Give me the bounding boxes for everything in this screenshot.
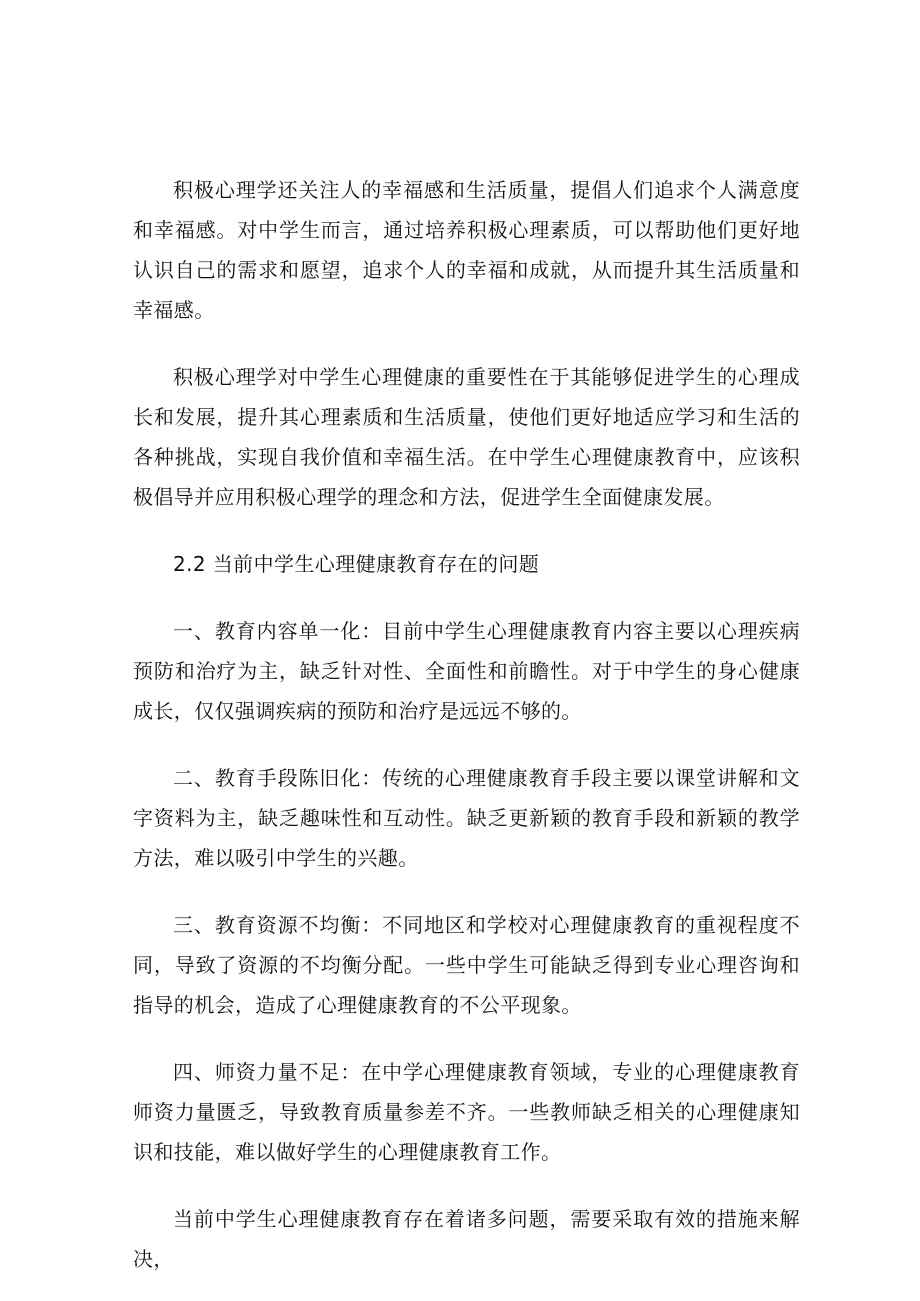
paragraph-issue-3: 三、教育资源不均衡：不同地区和学校对心理健康教育的重视程度不同，导致了资源的不均衡分配。一些中学生可能缺乏得到专业心理咨询和指导的机会，造成了心理健康教育的不公平现象。: [133, 913, 800, 1017]
paragraph-issue-2: 二、教育手段陈旧化：传统的心理健康教育手段主要以课堂讲解和文字资料为主，缺乏趣味性和互动性。缺乏更新颖的教育手段和新颖的教学方法，难以吸引中学生的兴趣。: [133, 766, 800, 870]
paragraph-importance: 积极心理学对中学生心理健康的重要性在于其能够促进学生的心理成长和发展，提升其心理素质和生活质量，使他们更好地适应学习和生活的各种挑战，实现自我价值和幸福生活。在中学生心理健康教育中，应该积极倡导并应用积极心理学的理念和方法，促进学生全面健康发展。: [133, 365, 800, 509]
paragraph-wellbeing: 积极心理学还关注人的幸福感和生活质量，提倡人们追求个人满意度和幸福感。对中学生而言，通过培养积极心理素质，可以帮助他们更好地认识自己的需求和愿望，追求个人的幸福和成就，从而提升其生活质量和幸福感。: [133, 178, 800, 322]
section-heading: 2.2 当前中学生心理健康教育存在的问题: [173, 552, 540, 576]
paragraph-summary: 当前中学生心理健康教育存在着诸多问题，需要采取有效的措施来解决，: [133, 1207, 800, 1271]
paragraph-issue-1: 一、教育内容单一化：目前中学生心理健康教育内容主要以心理疾病预防和治疗为主，缺乏针对性、全面性和前瞻性。对于中学生的身心健康成长，仅仅强调疾病的预防和治疗是远远不够的。: [133, 619, 800, 723]
paragraph-issue-4: 四、师资力量不足：在中学心理健康教育领域，专业的心理健康教育师资力量匮乏，导致教育质量参差不齐。一些教师缺乏相关的心理健康知识和技能，难以做好学生的心理健康教育工作。: [133, 1060, 800, 1164]
